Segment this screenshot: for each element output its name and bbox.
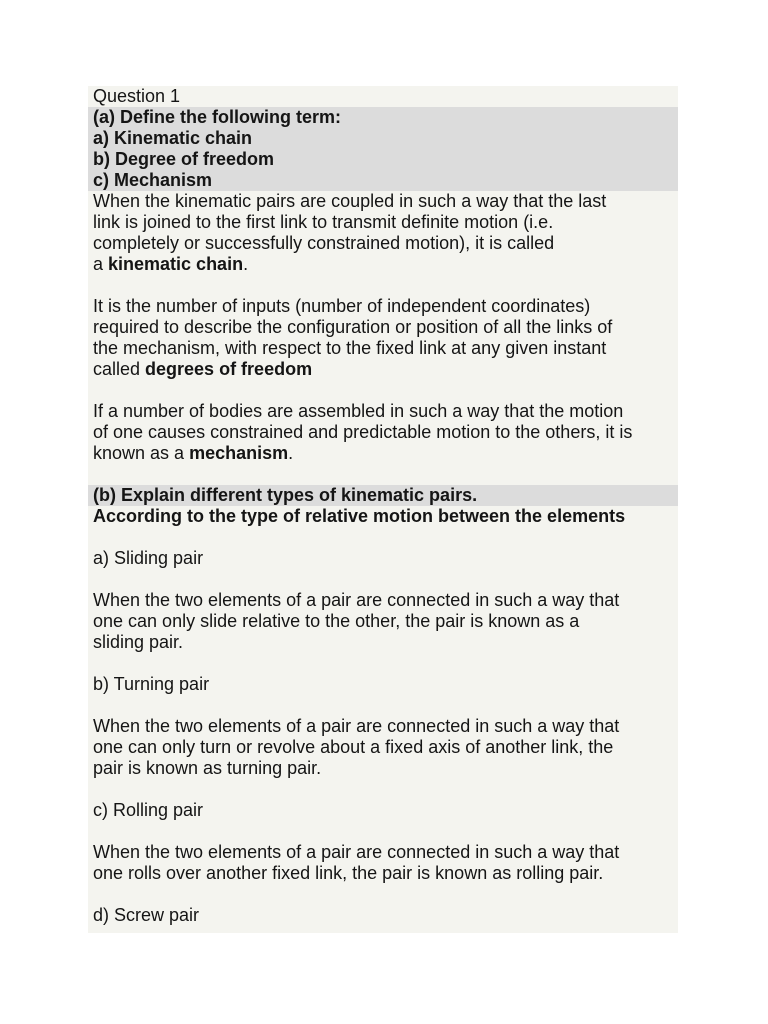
paragraph-line: If a number of bodies are assembled in such a way that the motion [93, 401, 624, 421]
part-b-heading: (b) Explain different types of kinematic pairs. [88, 485, 678, 506]
document-page [88, 86, 678, 933]
part-b-subheading: According to the type of relative motion between the elements [93, 506, 626, 526]
degree-of-freedom-definition [93, 296, 678, 380]
paragraph-line: one can only turn or revolve about a fixed axis of another link, the [93, 737, 614, 757]
line-prefix: called [93, 359, 146, 379]
screw-pair-section [93, 905, 678, 926]
bold-term: mechanism [189, 443, 289, 463]
paragraph-line: When the two elements of a pair are connected in such a way that [93, 590, 620, 610]
term-mechanism: c) Mechanism [88, 170, 678, 191]
pair-title: a) Sliding pair [93, 548, 204, 568]
rolling-pair-section [93, 800, 678, 884]
turning-pair-section [93, 674, 678, 779]
term-kinematic-chain: a) Kinematic chain [88, 128, 678, 149]
line-prefix: known as a [93, 443, 190, 463]
bold-term: kinematic chain [108, 254, 244, 274]
paragraph-line: of one causes constrained and predictable motion to the others, it is [93, 422, 633, 442]
pair-title: b) Turning pair [93, 674, 210, 694]
paragraph-line: one can only slide relative to the other, the pair is known as a [93, 611, 580, 631]
paragraph-line: completely or successfully constrained motion), it is called [93, 233, 555, 253]
paragraph-line [93, 359, 678, 380]
paragraph-line: one rolls over another fixed link, the pair is known as rolling pair. [93, 863, 604, 883]
sliding-pair-section [93, 548, 678, 653]
paragraph-line: the mechanism, with respect to the fixed link at any given instant [93, 338, 607, 358]
paragraph-line: pair is known as turning pair. [93, 758, 322, 778]
paragraph-line: When the two elements of a pair are connected in such a way that [93, 842, 620, 862]
bold-term: degrees of freedom [145, 359, 313, 379]
paragraph-line [93, 254, 678, 275]
kinematic-chain-definition [93, 191, 678, 275]
part-a-heading: (a) Define the following term: [88, 107, 678, 128]
paragraph-line: When the two elements of a pair are connected in such a way that [93, 716, 620, 736]
paragraph-line: required to describe the configuration or position of all the links of [93, 317, 613, 337]
line-suffix: . [288, 443, 294, 463]
paragraph-line: It is the number of inputs (number of independent coordinates) [93, 296, 591, 316]
paragraph-line: sliding pair. [93, 632, 184, 652]
term-degree-of-freedom: b) Degree of freedom [88, 149, 678, 170]
line-prefix: a [93, 254, 109, 274]
line-suffix: . [243, 254, 249, 274]
document-content [93, 86, 678, 926]
pair-title: d) Screw pair [93, 905, 200, 925]
question-title: Question 1 [93, 86, 181, 106]
paragraph-line [93, 443, 678, 464]
paragraph-line: link is joined to the first link to transmit definite motion (i.e. [93, 212, 554, 232]
mechanism-definition [93, 401, 678, 464]
pair-title: c) Rolling pair [93, 800, 204, 820]
paragraph-line: When the kinematic pairs are coupled in such a way that the last [93, 191, 607, 211]
